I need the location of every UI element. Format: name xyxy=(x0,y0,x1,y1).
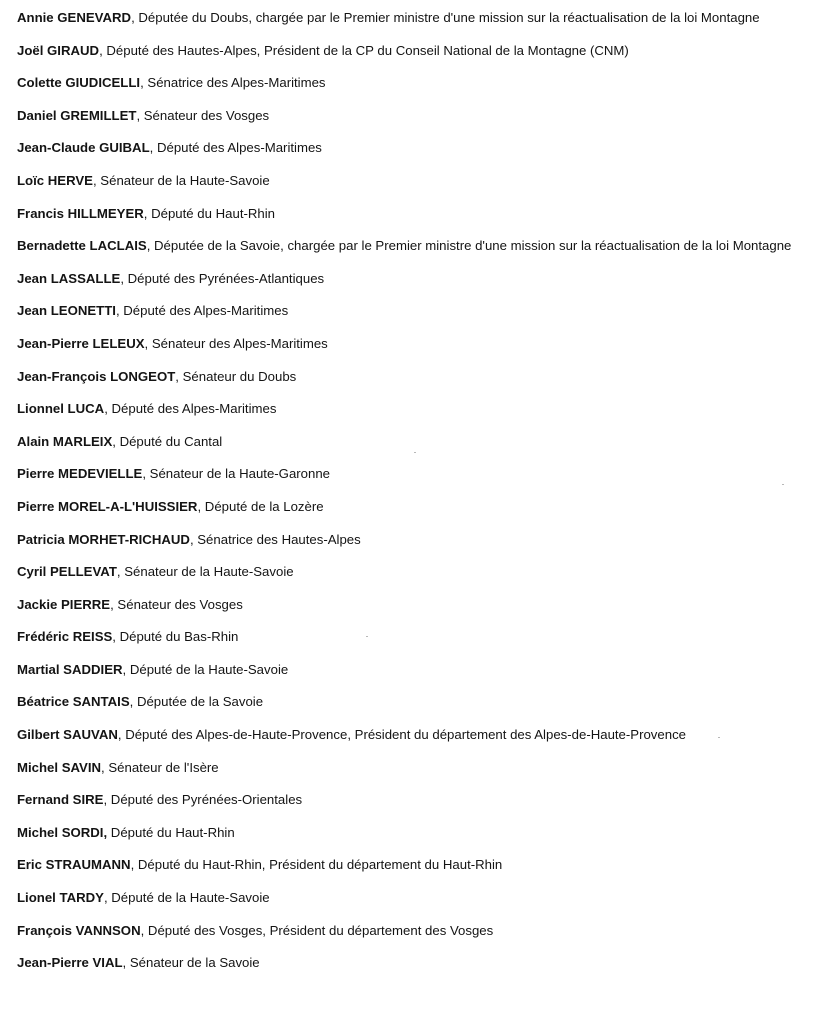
list-item xyxy=(17,301,802,321)
signatory-title: , Députée du Doubs, chargée par le Premier ministre d'une mission sur la réactualisation de la loi Montagne xyxy=(131,10,760,25)
list-item xyxy=(17,432,802,452)
signatory-name: Alain MARLEIX xyxy=(17,433,113,449)
signatory-name: Francis HILLMEYER xyxy=(17,205,144,221)
list-item xyxy=(17,269,802,289)
signatory-name: Eric STRAUMANN xyxy=(17,857,131,873)
signatory-name: Jean-Pierre LELEUX xyxy=(17,335,145,351)
list-item xyxy=(17,790,802,810)
list-item xyxy=(17,758,802,778)
signatory-title: , Députée de la Savoie, chargée par le Premier ministre d'une mission sur la réactualisation de la loi Montagne xyxy=(146,238,792,254)
list-item xyxy=(17,888,802,908)
signatory-title: , Sénateur de la Haute-Garonne xyxy=(142,466,331,482)
signatory-title: , Sénateur de la Savoie xyxy=(122,955,260,971)
list-item xyxy=(17,921,802,941)
list-item xyxy=(17,171,802,191)
list-item xyxy=(17,692,802,712)
signatory-title: , Député du Bas-Rhin xyxy=(112,629,239,645)
signatory-name: Jean LEONETTI xyxy=(17,303,116,319)
signatory-list xyxy=(17,8,802,986)
list-item xyxy=(17,464,802,484)
signatory-name: Michel SAVIN xyxy=(17,759,102,775)
list-item xyxy=(17,73,802,93)
signatory-title: , Député des Hautes-Alpes, Président de la CP du Conseil National de la Montagne (CNM) xyxy=(99,42,629,58)
signatory-name: Patricia MORHET-RICHAUD xyxy=(17,531,190,547)
signatory-title: , Député du Haut-Rhin xyxy=(143,205,275,221)
list-item xyxy=(17,953,802,973)
signatory-name: Jean-Pierre VIAL xyxy=(17,955,123,971)
list-item xyxy=(17,627,802,647)
signatory-name: Pierre MOREL-A-L'HUISSIER xyxy=(17,498,198,514)
signatory-name: Colette GIUDICELLI xyxy=(17,75,141,91)
list-item xyxy=(17,334,802,354)
signatory-title: , Député de la Lozère xyxy=(197,498,324,514)
signatory-title: , Député de la Haute-Savoie xyxy=(103,890,270,906)
signatory-title: , Député des Pyrénées-Atlantiques xyxy=(120,270,325,286)
list-item xyxy=(17,8,802,28)
list-item xyxy=(17,204,802,224)
scan-speck xyxy=(782,484,784,485)
signatory-title: , Sénateur des Vosges xyxy=(136,107,270,123)
list-item xyxy=(17,41,802,61)
signatory-name: Lionnel LUCA xyxy=(17,401,105,417)
signatory-title: , Sénateur de la Haute-Savoie xyxy=(116,564,294,580)
scan-speck xyxy=(366,636,368,637)
list-item xyxy=(17,595,802,615)
signatory-name: François VANNSON xyxy=(17,922,141,938)
list-item xyxy=(17,823,802,843)
signatory-title: Député du Haut-Rhin xyxy=(107,824,235,840)
scan-speck xyxy=(718,737,720,738)
signatory-name: Annie GENEVARD xyxy=(17,10,132,25)
signatory-name: Jean LASSALLE xyxy=(17,270,121,286)
signatory-title: , Député des Vosges, Président du département des Vosges xyxy=(140,922,494,938)
signatory-title: , Sénatrice des Alpes-Maritimes xyxy=(140,75,326,91)
signatory-name: Fernand SIRE xyxy=(17,792,104,808)
list-item xyxy=(17,562,802,582)
signatory-title: , Député des Alpes-Maritimes xyxy=(104,401,277,417)
signatory-title: , Député des Alpes-Maritimes xyxy=(149,140,322,156)
signatory-name: Cyril PELLEVAT xyxy=(17,564,117,580)
signatory-name: Pierre MEDEVIELLE xyxy=(17,466,143,482)
list-item xyxy=(17,530,802,550)
signatory-title: , Sénateur de la Haute-Savoie xyxy=(92,172,270,188)
signatory-name: Lionel TARDY xyxy=(17,890,104,906)
signatory-name: Martial SADDIER xyxy=(17,661,123,677)
signatory-name: Jean-François LONGEOT xyxy=(17,368,176,384)
scan-speck xyxy=(414,452,416,453)
list-item xyxy=(17,106,802,126)
signatory-title: , Député des Alpes-de-Haute-Provence, Président du département des Alpes-de-Haute-Provence xyxy=(117,727,686,743)
signatory-title: , Député des Alpes-Maritimes xyxy=(115,303,289,319)
signatory-title: , Sénateur des Alpes-Maritimes xyxy=(144,335,328,351)
signatory-name: Loïc HERVE xyxy=(17,172,93,188)
signatory-title: , Députée de la Savoie xyxy=(129,694,264,710)
signatory-name: Michel SORDI, xyxy=(17,824,108,840)
signatory-title: , Sénateur de l'Isère xyxy=(101,759,219,775)
list-item xyxy=(17,138,802,158)
list-item xyxy=(17,399,802,419)
list-item xyxy=(17,236,802,256)
signatory-title: , Sénateur du Doubs xyxy=(175,368,297,384)
list-item xyxy=(17,660,802,680)
list-item xyxy=(17,725,802,745)
signatory-name: Jean-Claude GUIBAL xyxy=(17,140,150,156)
signatory-name: Daniel GREMILLET xyxy=(17,107,137,123)
signatory-title: , Député du Cantal xyxy=(112,433,223,449)
list-item xyxy=(17,367,802,387)
signatory-name: Joël GIRAUD xyxy=(17,42,100,58)
signatory-name: Bernadette LACLAIS xyxy=(17,238,147,254)
signatory-name: Gilbert SAUVAN xyxy=(17,727,118,743)
signatory-name: Frédéric REISS xyxy=(17,629,113,645)
signatory-title: , Député du Haut-Rhin, Président du département du Haut-Rhin xyxy=(130,857,503,873)
list-item xyxy=(17,497,802,517)
signatory-title: , Sénateur des Vosges xyxy=(110,596,243,612)
signatory-title: , Député des Pyrénées-Orientales xyxy=(103,792,303,808)
signatory-title: , Sénatrice des Hautes-Alpes xyxy=(189,531,361,547)
list-item xyxy=(17,855,802,875)
signatory-name: Jackie PIERRE xyxy=(17,596,111,612)
signatory-title: , Député de la Haute-Savoie xyxy=(122,661,289,677)
signatory-name: Béatrice SANTAIS xyxy=(17,694,130,710)
